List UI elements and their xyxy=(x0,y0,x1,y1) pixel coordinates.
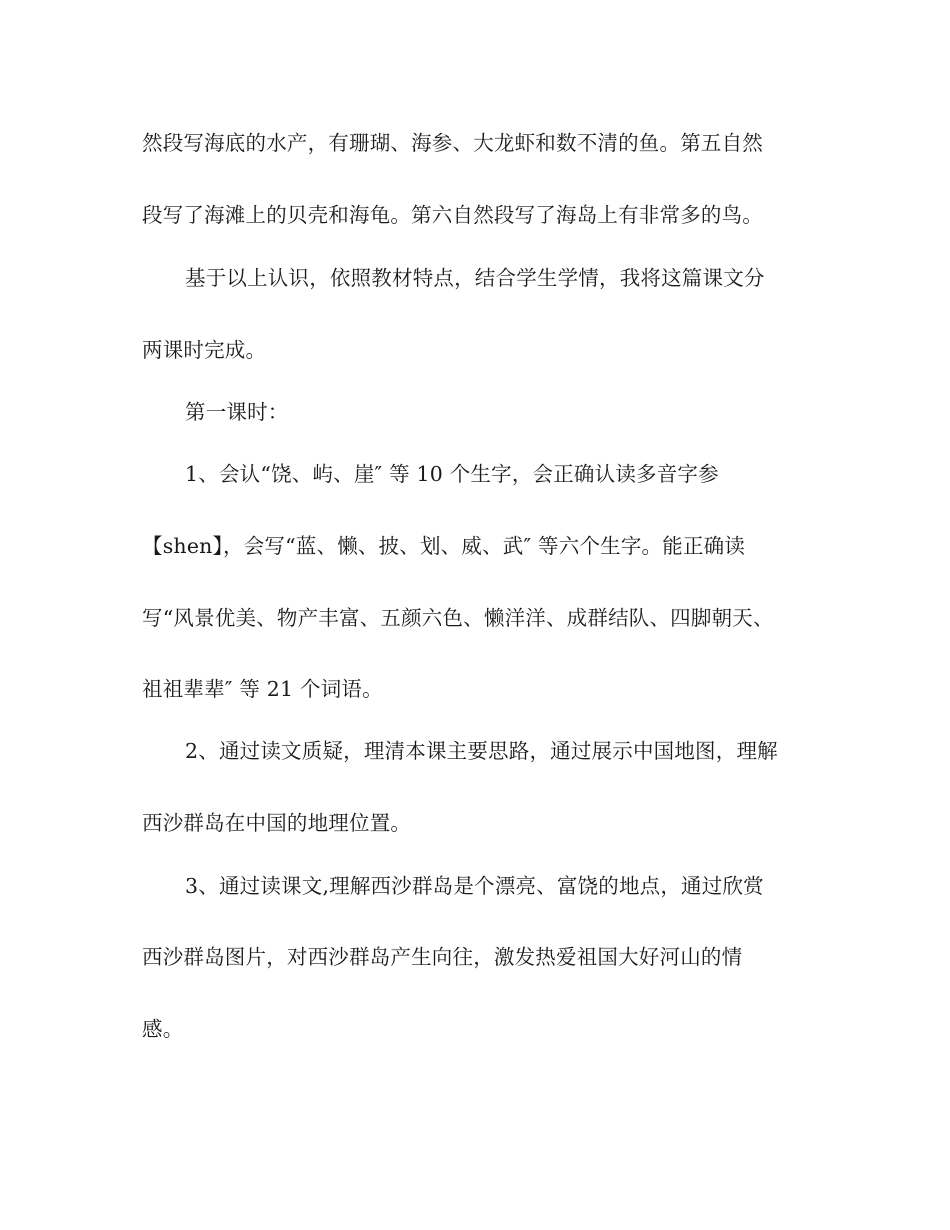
list-item-2: 2、通过读文质疑，理清本课主要思路，通过展示中国地图，理解 xyxy=(185,739,778,763)
text-line: 写“风景优美、物产丰富、五颜六色、懒洋洋、成群结队、四脚朝天、 xyxy=(142,606,774,630)
text-line: 祖祖辈辈″ 等 21 个词语。 xyxy=(142,677,383,701)
text-line: 西沙群岛在中国的地理位置。 xyxy=(142,811,412,835)
text-line: 感。 xyxy=(142,1017,184,1041)
list-item-3: 3、通过读课文,理解西沙群岛是个漂亮、富饶的地点，通过欣赏 xyxy=(185,874,764,898)
text-line: 西沙群岛图片，对西沙群岛产生向往，激发热爱祖国大好河山的情 xyxy=(142,945,743,969)
text-line: 两课时完成。 xyxy=(142,338,267,362)
section-heading: 第一课时： xyxy=(185,400,289,424)
text-line: 段写了海滩上的贝壳和海龟。第六自然段写了海岛上有非常多的鸟。 xyxy=(142,203,763,227)
paragraph-first-line: 基于以上认识，依照教材特点，结合学生学情，我将这篇课文分 xyxy=(185,266,765,290)
text-line: 然段写海底的水产，有珊瑚、海参、大龙虾和数不清的鱼。第五自然 xyxy=(142,131,763,155)
list-item-1: 1、会认“饶、屿、崖″ 等 10 个生字，会正确认读多音字参 xyxy=(185,462,719,486)
text-line: 【shen】，会写“蓝、懒、披、划、威、武″ 等六个生字。能正确读 xyxy=(142,534,746,558)
